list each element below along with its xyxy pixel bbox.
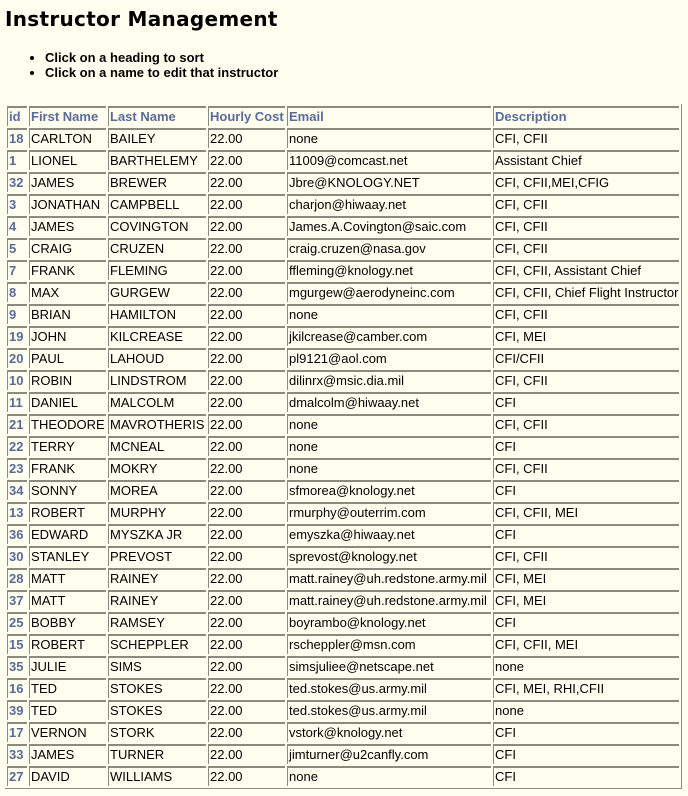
last-name-link[interactable]: COVINGTON (110, 219, 189, 234)
instructor-id-cell: 23 (7, 458, 27, 478)
last-name-link[interactable]: KILCREASE (110, 329, 183, 344)
instruction-edit: • Click on a name to edit that instructor (45, 65, 278, 80)
instructor-id-cell: 37 (7, 590, 27, 610)
description-cell: Assistant Chief (493, 150, 679, 170)
first-name-link[interactable]: BOBBY (31, 615, 76, 630)
last-name-link[interactable]: BREWER (110, 175, 168, 190)
last-name-link[interactable]: RAINEY (110, 571, 159, 586)
last-name-link-cell[interactable] (108, 744, 206, 764)
last-name-link[interactable]: STORK (110, 725, 155, 740)
first-name-link[interactable]: JAMES (31, 219, 75, 234)
hourly-cost-cell: 22.00 (208, 524, 285, 544)
table-row (7, 612, 679, 632)
first-name-link-cell[interactable] (29, 524, 106, 544)
instructor-id-cell: 19 (7, 326, 27, 346)
email-cell: simsjuliee@netscape.net (287, 656, 491, 676)
instructor-id-cell: 10 (7, 370, 27, 390)
first-name-link-cell[interactable] (29, 194, 106, 214)
instructor-id-cell: 27 (7, 766, 27, 786)
description-cell: CFI, MEI (493, 326, 679, 346)
hourly-cost-cell: 22.00 (208, 216, 285, 236)
instructor-id-cell: 22 (7, 436, 27, 456)
first-name-link[interactable]: ROBERT (31, 637, 85, 652)
instructor-id-cell: 4 (7, 216, 27, 236)
instructor-id-cell: 32 (7, 172, 27, 192)
first-name-link[interactable]: DAVID (31, 769, 70, 784)
last-name-link[interactable]: BAILEY (110, 131, 156, 146)
email-cell: James.A.Covington@saic.com (287, 216, 491, 236)
hourly-cost-cell: 22.00 (208, 128, 285, 148)
email-cell: Jbre@KNOLOGY.NET (287, 172, 491, 192)
first-name-link-cell[interactable] (29, 326, 106, 346)
last-name-link-cell[interactable] (108, 260, 206, 280)
hourly-cost-cell: 22.00 (208, 634, 285, 654)
email-cell: dmalcolm@hiwaay.net (287, 392, 491, 412)
instructor-id-cell: 21 (7, 414, 27, 434)
instruction-sort: • Click on a heading to sort (45, 50, 278, 65)
table-row (7, 722, 679, 742)
email-cell: sprevost@knology.net (287, 546, 491, 566)
description-cell: none (493, 700, 679, 720)
last-name-link[interactable]: FLEMING (110, 263, 168, 278)
first-name-link[interactable]: MATT (31, 593, 66, 608)
first-name-link[interactable]: FRANK (31, 263, 76, 278)
table-row (7, 458, 679, 478)
first-name-link-cell[interactable] (29, 414, 106, 434)
first-name-link-cell[interactable] (29, 238, 106, 258)
last-name-link-cell[interactable] (108, 766, 206, 786)
first-name-link[interactable]: LIONEL (31, 153, 78, 168)
sort-by-last-name[interactable]: Last Name (108, 106, 206, 126)
last-name-link[interactable]: SCHEPPLER (110, 637, 189, 652)
hourly-cost-cell: 22.00 (208, 502, 285, 522)
last-name-link-cell[interactable] (108, 414, 206, 434)
sort-by-id[interactable]: id (7, 106, 27, 126)
hourly-cost-cell: 22.00 (208, 414, 285, 434)
instructor-id-cell: 33 (7, 744, 27, 764)
first-name-link[interactable]: JAMES (31, 747, 75, 762)
table-row (7, 172, 679, 192)
table-row (7, 238, 679, 258)
hourly-cost-cell: 22.00 (208, 326, 285, 346)
last-name-link-cell[interactable] (108, 304, 206, 324)
description-cell: CFI, CFII (493, 216, 679, 236)
first-name-link[interactable]: BRIAN (31, 307, 71, 322)
table-row (7, 480, 679, 500)
table-row (7, 546, 679, 566)
instructor-id-cell: 17 (7, 722, 27, 742)
hourly-cost-cell: 22.00 (208, 700, 285, 720)
first-name-link[interactable]: EDWARD (31, 527, 89, 542)
table-row (7, 194, 679, 214)
table-row (7, 590, 679, 610)
email-cell: craig.cruzen@nasa.gov (287, 238, 491, 258)
last-name-link-cell[interactable] (108, 700, 206, 720)
instructor-id-cell: 13 (7, 502, 27, 522)
first-name-link[interactable]: STANLEY (31, 549, 90, 564)
last-name-link-cell[interactable] (108, 348, 206, 368)
description-cell: CFI, CFII (493, 304, 679, 324)
hourly-cost-cell: 22.00 (208, 370, 285, 390)
last-name-link-cell[interactable] (108, 282, 206, 302)
description-cell: CFI, CFII, MEI (493, 634, 679, 654)
description-cell: CFI (493, 766, 679, 786)
last-name-link[interactable]: STOKES (110, 681, 163, 696)
email-cell: none (287, 304, 491, 324)
instructor-id-cell: 3 (7, 194, 27, 214)
description-cell: CFI, CFII (493, 238, 679, 258)
first-name-link[interactable]: PAUL (31, 351, 64, 366)
instructor-id-cell: 5 (7, 238, 27, 258)
table-row (7, 414, 679, 434)
first-name-link[interactable]: ROBERT (31, 505, 85, 520)
first-name-link-cell[interactable] (29, 722, 106, 742)
description-cell: CFI (493, 612, 679, 632)
hourly-cost-cell: 22.00 (208, 304, 285, 324)
last-name-link[interactable]: PREVOST (110, 549, 173, 564)
first-name-link-cell[interactable] (29, 766, 106, 786)
first-name-link-cell[interactable] (29, 634, 106, 654)
description-cell: CFI (493, 480, 679, 500)
first-name-link-cell[interactable] (29, 370, 106, 390)
first-name-link[interactable]: TED (31, 703, 57, 718)
first-name-link-cell[interactable] (29, 392, 106, 412)
first-name-link-cell[interactable] (29, 260, 106, 280)
description-cell: CFI, CFII (493, 128, 679, 148)
first-name-link-cell[interactable] (29, 282, 106, 302)
first-name-link-cell[interactable] (29, 458, 106, 478)
last-name-link[interactable]: STOKES (110, 703, 163, 718)
email-cell: pl9121@aol.com (287, 348, 491, 368)
first-name-link[interactable]: MATT (31, 571, 66, 586)
table-row (7, 304, 679, 324)
description-cell: CFI, CFII, Assistant Chief (493, 260, 679, 280)
table-row (7, 766, 679, 786)
first-name-link[interactable]: ROBIN (31, 373, 73, 388)
description-cell: CFI (493, 392, 679, 412)
last-name-link[interactable]: MYSZKA JR (110, 527, 183, 542)
table-row (7, 326, 679, 346)
first-name-link[interactable]: CARLTON (31, 131, 92, 146)
last-name-link[interactable]: LAHOUD (110, 351, 165, 366)
hourly-cost-cell: 22.00 (208, 766, 285, 786)
description-cell: CFI, CFII (493, 414, 679, 434)
email-cell: jimturner@u2canfly.com (287, 744, 491, 764)
first-name-link-cell[interactable] (29, 700, 106, 720)
email-cell: ted.stokes@us.army.mil (287, 678, 491, 698)
email-cell: charjon@hiwaay.net (287, 194, 491, 214)
hourly-cost-cell: 22.00 (208, 172, 285, 192)
first-name-link[interactable]: FRANK (31, 461, 76, 476)
email-cell: none (287, 414, 491, 434)
table-row (7, 370, 679, 390)
instructors-table (5, 104, 682, 789)
hourly-cost-cell: 22.00 (208, 436, 285, 456)
first-name-link[interactable]: JONATHAN (31, 197, 101, 212)
email-cell: ted.stokes@us.army.mil (287, 700, 491, 720)
last-name-link-cell[interactable] (108, 172, 206, 192)
instructor-id-cell: 36 (7, 524, 27, 544)
first-name-link[interactable]: DANIEL (31, 395, 78, 410)
sort-by-description[interactable]: Description (493, 106, 679, 126)
instructor-id-cell: 7 (7, 260, 27, 280)
first-name-link[interactable]: MAX (31, 285, 60, 300)
table-row (7, 568, 679, 588)
sort-by-email[interactable]: Email (287, 106, 491, 126)
sort-by-first-name[interactable]: First Name (29, 106, 106, 126)
instructor-id-cell: 20 (7, 348, 27, 368)
hourly-cost-cell: 22.00 (208, 260, 285, 280)
table-row (7, 282, 679, 302)
first-name-link-cell[interactable] (29, 656, 106, 676)
description-cell: CFI, CFII, MEI (493, 502, 679, 522)
first-name-link-cell[interactable] (29, 678, 106, 698)
first-name-link-cell[interactable] (29, 150, 106, 170)
email-cell: sfmorea@knology.net (287, 480, 491, 500)
description-cell: CFI (493, 722, 679, 742)
first-name-link-cell[interactable] (29, 744, 106, 764)
instructor-id-cell: 11 (7, 392, 27, 412)
last-name-link[interactable]: MCNEAL (110, 439, 165, 454)
table-row (7, 524, 679, 544)
hourly-cost-cell: 22.00 (208, 546, 285, 566)
description-cell: CFI, MEI (493, 590, 679, 610)
description-cell: none (493, 656, 679, 676)
instructor-id-cell: 16 (7, 678, 27, 698)
description-cell: CFI, CFII (493, 546, 679, 566)
last-name-link[interactable]: BARTHELEMY (110, 153, 198, 168)
last-name-link-cell[interactable] (108, 436, 206, 456)
last-name-link[interactable]: TURNER (110, 747, 165, 762)
last-name-link[interactable]: CRUZEN (110, 241, 165, 256)
last-name-link-cell[interactable] (108, 458, 206, 478)
first-name-link-cell[interactable] (29, 546, 106, 566)
first-name-link-cell[interactable] (29, 348, 106, 368)
email-cell: none (287, 436, 491, 456)
table-row (7, 700, 679, 720)
hourly-cost-cell: 22.00 (208, 612, 285, 632)
last-name-link[interactable]: MOREA (110, 483, 158, 498)
email-cell: rmurphy@outerrim.com (287, 502, 491, 522)
last-name-link-cell[interactable] (108, 678, 206, 698)
email-cell: vstork@knology.net (287, 722, 491, 742)
email-cell: jkilcrease@camber.com (287, 326, 491, 346)
instructor-id-cell: 15 (7, 634, 27, 654)
last-name-link[interactable]: RAMSEY (110, 615, 165, 630)
last-name-link[interactable]: GURGEW (110, 285, 170, 300)
first-name-link[interactable]: THEODORE (31, 417, 105, 432)
first-name-link-cell[interactable] (29, 216, 106, 236)
first-name-link[interactable]: JOHN (31, 329, 67, 344)
description-cell: CFI, CFII,MEI,CFIG (493, 172, 679, 192)
instructor-id-cell: 30 (7, 546, 27, 566)
hourly-cost-cell: 22.00 (208, 590, 285, 610)
last-name-link-cell[interactable] (108, 722, 206, 742)
first-name-link[interactable]: SONNY (31, 483, 78, 498)
first-name-link[interactable]: CRAIG (31, 241, 73, 256)
hourly-cost-cell: 22.00 (208, 348, 285, 368)
table-row (7, 656, 679, 676)
email-cell: ffleming@knology.net (287, 260, 491, 280)
last-name-link-cell[interactable] (108, 392, 206, 412)
description-cell: CFI (493, 744, 679, 764)
last-name-link-cell[interactable] (108, 524, 206, 544)
email-cell: matt.rainey@uh.redstone.army.mil (287, 568, 491, 588)
instructor-id-cell: 18 (7, 128, 27, 148)
first-name-link-cell[interactable] (29, 172, 106, 192)
email-cell: boyrambo@knology.net (287, 612, 491, 632)
last-name-link-cell[interactable] (108, 128, 206, 148)
last-name-link[interactable]: HAMILTON (110, 307, 176, 322)
table-row (7, 744, 679, 764)
table-row (7, 128, 679, 148)
hourly-cost-cell: 22.00 (208, 150, 285, 170)
hourly-cost-cell: 22.00 (208, 194, 285, 214)
last-name-link[interactable]: RAINEY (110, 593, 159, 608)
last-name-link[interactable]: CAMPBELL (110, 197, 180, 212)
instructor-id-cell: 8 (7, 282, 27, 302)
table-row (7, 634, 679, 654)
email-cell: mgurgew@aerodyneinc.com (287, 282, 491, 302)
last-name-link-cell[interactable] (108, 546, 206, 566)
description-cell: CFI, CFII (493, 194, 679, 214)
last-name-link-cell[interactable] (108, 612, 206, 632)
first-name-link-cell[interactable] (29, 590, 106, 610)
hourly-cost-cell: 22.00 (208, 480, 285, 500)
table-row (7, 348, 679, 368)
last-name-link[interactable]: MURPHY (110, 505, 167, 520)
last-name-link[interactable]: MAVROTHERIS (110, 417, 205, 432)
table-row (7, 392, 679, 412)
last-name-link-cell[interactable] (108, 150, 206, 170)
last-name-link-cell[interactable] (108, 326, 206, 346)
email-cell: emyszka@hiwaay.net (287, 524, 491, 544)
email-cell: matt.rainey@uh.redstone.army.mil (287, 590, 491, 610)
last-name-link[interactable]: MOKRY (110, 461, 158, 476)
email-cell: none (287, 128, 491, 148)
instructor-id-cell: 34 (7, 480, 27, 500)
table-row (7, 502, 679, 522)
hourly-cost-cell: 22.00 (208, 238, 285, 258)
hourly-cost-cell: 22.00 (208, 392, 285, 412)
hourly-cost-cell: 22.00 (208, 458, 285, 478)
last-name-link[interactable]: WILLIAMS (110, 769, 173, 784)
hourly-cost-cell: 22.00 (208, 282, 285, 302)
last-name-link-cell[interactable] (108, 216, 206, 236)
instructions-list (28, 50, 278, 80)
first-name-link[interactable]: JAMES (31, 175, 75, 190)
description-cell: CFI, CFII (493, 370, 679, 390)
hourly-cost-cell: 22.00 (208, 568, 285, 588)
email-cell: rscheppler@msn.com (287, 634, 491, 654)
first-name-link-cell[interactable] (29, 128, 106, 148)
last-name-link[interactable]: MALCOLM (110, 395, 175, 410)
description-cell: CFI (493, 436, 679, 456)
table-row (7, 678, 679, 698)
email-cell: none (287, 458, 491, 478)
hourly-cost-cell: 22.00 (208, 722, 285, 742)
email-cell: 11009@comcast.net (287, 150, 491, 170)
last-name-link[interactable]: SIMS (110, 659, 142, 674)
description-cell: CFI, CFII (493, 458, 679, 478)
description-cell: CFI/CFII (493, 348, 679, 368)
first-name-link-cell[interactable] (29, 304, 106, 324)
hourly-cost-cell: 22.00 (208, 678, 285, 698)
table-row (7, 216, 679, 236)
last-name-link-cell[interactable] (108, 480, 206, 500)
first-name-link[interactable]: JULIE (31, 659, 67, 674)
last-name-link-cell[interactable] (108, 238, 206, 258)
instructor-id-cell: 28 (7, 568, 27, 588)
description-cell: CFI, MEI, RHI,CFII (493, 678, 679, 698)
first-name-link-cell[interactable] (29, 568, 106, 588)
hourly-cost-cell: 22.00 (208, 656, 285, 676)
page-title: Instructor Management (5, 7, 278, 31)
instructor-id-cell: 9 (7, 304, 27, 324)
last-name-link-cell[interactable] (108, 568, 206, 588)
first-name-link-cell[interactable] (29, 502, 106, 522)
instructor-id-cell: 35 (7, 656, 27, 676)
table-row (7, 436, 679, 456)
first-name-link[interactable]: VERNON (31, 725, 87, 740)
first-name-link-cell[interactable] (29, 436, 106, 456)
description-cell: CFI (493, 524, 679, 544)
table-header-row (7, 106, 679, 126)
instructor-id-cell: 39 (7, 700, 27, 720)
hourly-cost-cell: 22.00 (208, 744, 285, 764)
instructor-id-cell: 1 (7, 150, 27, 170)
last-name-link-cell[interactable] (108, 634, 206, 654)
description-cell: CFI, CFII, Chief Flight Instructor (493, 282, 679, 302)
first-name-link-cell[interactable] (29, 480, 106, 500)
description-cell: CFI, MEI (493, 568, 679, 588)
first-name-link-cell[interactable] (29, 612, 106, 632)
table-row (7, 150, 679, 170)
first-name-link[interactable]: TERRY (31, 439, 75, 454)
sort-by-hourly-cost[interactable]: Hourly Cost (208, 106, 285, 126)
email-cell: none (287, 766, 491, 786)
last-name-link-cell[interactable] (108, 502, 206, 522)
last-name-link-cell[interactable] (108, 656, 206, 676)
instructor-id-cell: 25 (7, 612, 27, 632)
last-name-link-cell[interactable] (108, 370, 206, 390)
first-name-link[interactable]: TED (31, 681, 57, 696)
last-name-link-cell[interactable] (108, 194, 206, 214)
last-name-link-cell[interactable] (108, 590, 206, 610)
table-row (7, 260, 679, 280)
email-cell: dilinrx@msic.dia.mil (287, 370, 491, 390)
last-name-link[interactable]: LINDSTROM (110, 373, 187, 388)
